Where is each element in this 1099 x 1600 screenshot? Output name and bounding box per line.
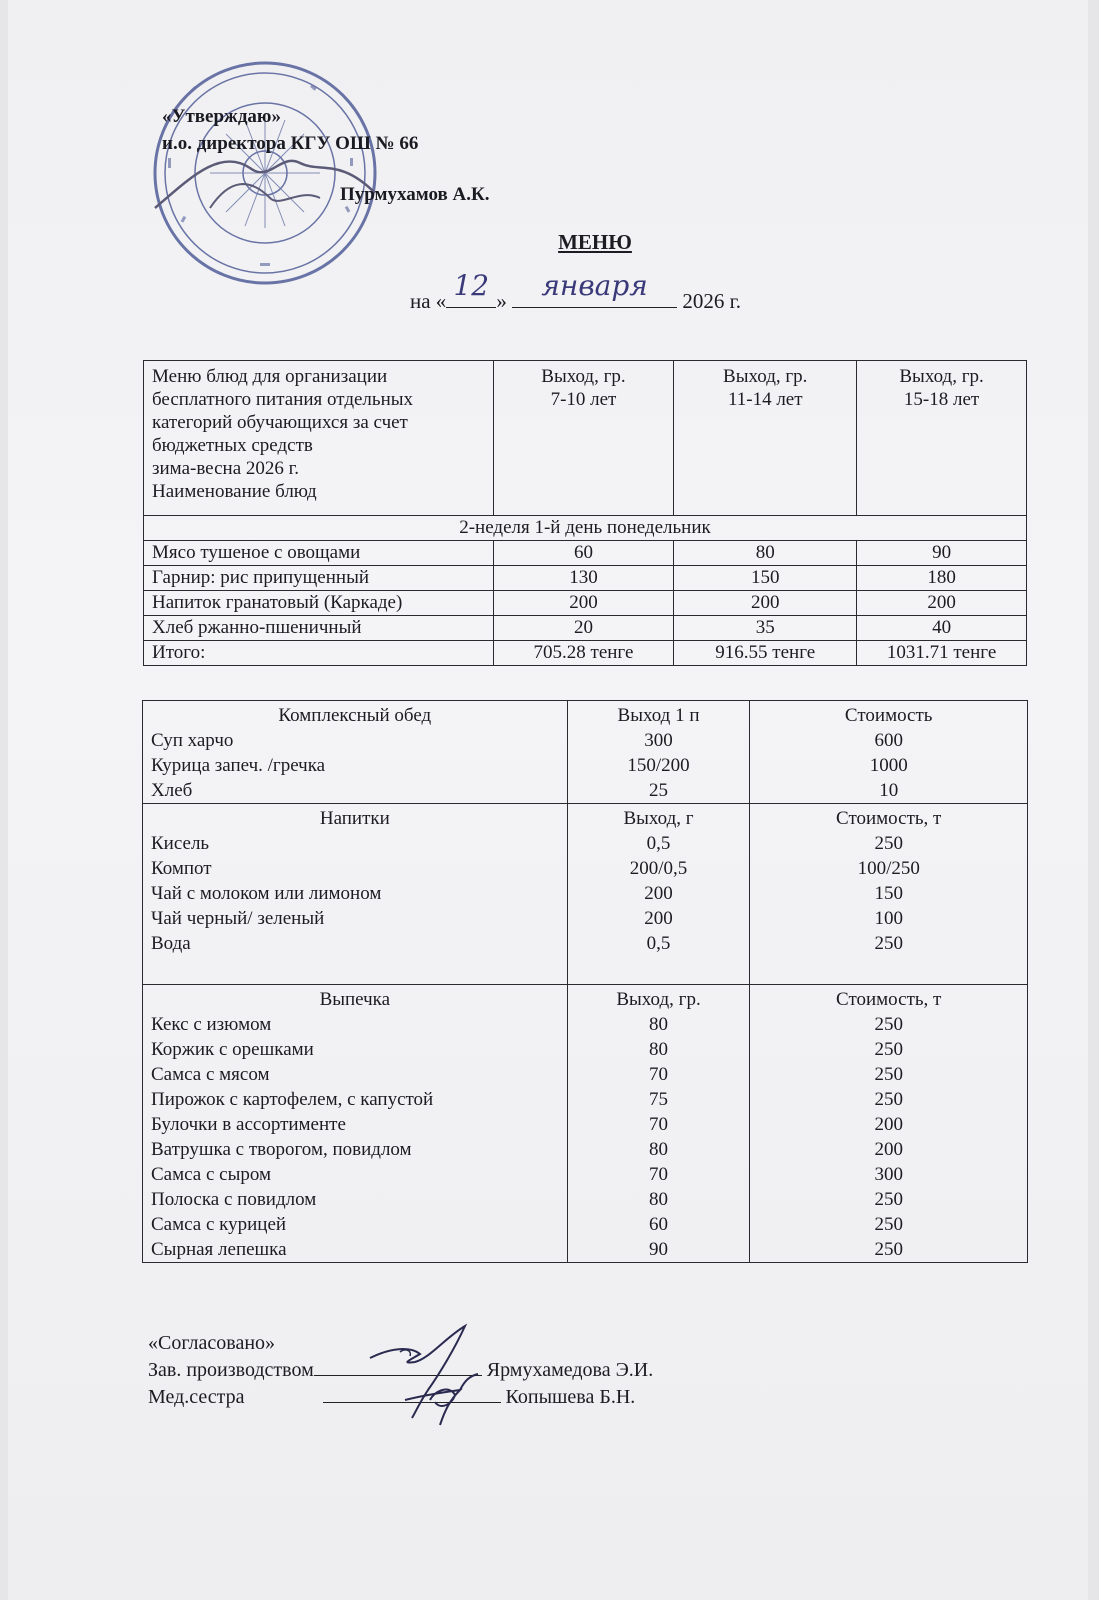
item-name: Самса с сыром (151, 1164, 272, 1185)
item-name: Вода (151, 933, 191, 954)
drinks-names (143, 804, 568, 985)
drinks-title: Напитки (319, 808, 390, 829)
item-name: Кисель (151, 833, 210, 854)
item-yield: 25 (649, 780, 669, 801)
column-header-7-10 (493, 361, 674, 516)
menu-date (410, 269, 742, 314)
yield-11-14: 200 (674, 591, 857, 616)
date-year: 2026 г. (682, 289, 742, 313)
column-header-line: 7-10 лет (550, 389, 617, 410)
item-price: 300 (874, 1164, 903, 1185)
item-price: 250 (874, 1214, 903, 1235)
item-name: Булочки в ассортименте (151, 1114, 346, 1135)
item-name: Самса с мясом (151, 1064, 270, 1085)
item-yield: 0,5 (646, 833, 671, 854)
date-mid: » (496, 289, 507, 313)
item-yield: 200/0,5 (629, 858, 688, 879)
item-yield: 70 (649, 1114, 669, 1135)
lunch-yields (567, 701, 750, 804)
item-price: 250 (874, 1064, 903, 1085)
column-header: Выход, гр. (616, 989, 701, 1010)
total-row (144, 641, 1027, 666)
item-price: 200 (874, 1114, 903, 1135)
item-name: Хлеб (151, 780, 193, 801)
item-price: 250 (874, 1089, 903, 1110)
table-row (144, 541, 1027, 566)
item-name: Чай с молоком или лимоном (151, 883, 382, 904)
description-line: зима-весна 2026 г. (152, 458, 300, 479)
item-name: Самса с курицей (151, 1214, 287, 1235)
item-name: Кекс с изюмом (151, 1014, 272, 1035)
item-name: Чай черный/ зеленый (151, 908, 325, 929)
item-price: 100 (874, 908, 903, 929)
column-header-line: Выход, гр. (899, 366, 984, 387)
item-name: Курица запеч. /гречка (151, 755, 326, 776)
column-header-15-18 (857, 361, 1027, 516)
yield-7-10: 200 (493, 591, 674, 616)
drinks-prices (750, 804, 1028, 985)
yield-7-10: 20 (493, 616, 674, 641)
table-row (144, 616, 1027, 641)
nurse-signature (400, 1370, 490, 1430)
approval-title: «Утверждаю» (162, 106, 281, 127)
column-header: Стоимость (844, 705, 933, 726)
item-price: 250 (874, 933, 903, 954)
bakery-prices (750, 985, 1028, 1263)
yield-11-14: 35 (674, 616, 857, 641)
drinks-section (143, 804, 1028, 985)
lunch-title: Комплексный обед (278, 705, 432, 726)
item-name: Пирожок с картофелем, с капустой (151, 1089, 434, 1110)
bakery-names (143, 985, 568, 1263)
bakery-title: Выпечка (319, 989, 391, 1010)
total-15-18: 1031.71 тенге (857, 641, 1027, 666)
production-name: Ярмухамедова Э.И. (486, 1359, 654, 1381)
nurse-role: Мед.сестра (148, 1386, 245, 1408)
approval-position: и.о. директора КГУ ОШ № 66 (162, 133, 419, 154)
date-day-handwritten: 12 (453, 269, 490, 302)
column-header: Стоимость, т (836, 989, 942, 1010)
item-yield: 75 (649, 1089, 669, 1110)
column-header-line: 11-14 лет (727, 389, 803, 410)
bakery-yields (567, 985, 750, 1263)
total-label: Итого: (144, 641, 494, 666)
column-header-11-14 (674, 361, 857, 516)
lunch-prices (750, 701, 1028, 804)
nurse-name: Копышева Б.Н. (505, 1386, 636, 1408)
lunch-section (143, 701, 1028, 804)
item-price: 1000 (869, 755, 908, 776)
date-day-blank (446, 269, 496, 308)
item-price: 200 (874, 1139, 903, 1160)
total-7-10: 705.28 тенге (493, 641, 674, 666)
item-name: Компот (151, 858, 212, 879)
day-label-row (144, 516, 1027, 541)
item-yield: 90 (649, 1239, 669, 1260)
yield-7-10: 60 (493, 541, 674, 566)
item-yield: 60 (649, 1214, 669, 1235)
production-role: Зав. производством (148, 1359, 314, 1381)
item-yield: 80 (649, 1039, 669, 1060)
lunch-names (143, 701, 568, 804)
free-menu-table (143, 360, 1027, 666)
paid-menu-table (142, 700, 1028, 1263)
dish-name: Напиток гранатовый (Каркаде) (144, 591, 494, 616)
drinks-yields (567, 804, 750, 985)
description-line: бюджетных средств (152, 435, 313, 456)
page-title: МЕНЮ (558, 230, 632, 254)
item-name: Полоска с повидлом (151, 1189, 317, 1210)
item-price: 250 (874, 1014, 903, 1035)
yield-11-14: 80 (674, 541, 857, 566)
day-label: 2-неделя 1-й день понедельник (144, 516, 1027, 541)
approval-block (162, 103, 490, 205)
bakery-section (143, 985, 1028, 1263)
item-yield: 0,5 (646, 933, 671, 954)
column-header: Стоимость, т (836, 808, 942, 829)
item-price: 250 (874, 1189, 903, 1210)
item-yield: 150/200 (627, 755, 690, 776)
yield-15-18: 40 (857, 616, 1027, 641)
item-price: 600 (874, 730, 903, 751)
item-price: 10 (879, 780, 899, 801)
yield-11-14: 150 (674, 566, 857, 591)
column-header-line: Выход, гр. (723, 366, 808, 387)
item-price: 250 (874, 1039, 903, 1060)
yield-15-18: 200 (857, 591, 1027, 616)
free-menu-description (144, 361, 494, 516)
item-name: Ватрушка с творогом, повидлом (151, 1139, 412, 1160)
table-row (144, 566, 1027, 591)
description-line: Меню блюд для организации (152, 366, 388, 387)
item-name: Коржик с орешками (151, 1039, 314, 1060)
date-month-handwritten: января (541, 269, 648, 302)
date-prefix: на « (410, 289, 447, 313)
item-price: 250 (874, 1239, 903, 1260)
item-yield: 300 (644, 730, 673, 751)
item-price: 150 (874, 883, 903, 904)
item-yield: 80 (649, 1014, 669, 1035)
column-header-line: Выход, гр. (541, 366, 626, 387)
item-name: Сырная лепешка (151, 1239, 287, 1260)
free-menu-header (144, 361, 1027, 516)
column-header-line: 15-18 лет (903, 389, 980, 410)
yield-15-18: 180 (857, 566, 1027, 591)
item-yield: 200 (644, 883, 673, 904)
item-yield: 70 (649, 1164, 669, 1185)
description-line: Наименование блюд (152, 481, 317, 502)
yield-15-18: 90 (857, 541, 1027, 566)
item-price: 250 (874, 833, 903, 854)
approval-director-name: Пурмухамов А.К. (340, 184, 490, 205)
dish-name: Хлеб ржанно-пшеничный (144, 616, 494, 641)
description-line: категорий обучающихся за счет (152, 412, 408, 433)
item-yield: 80 (649, 1139, 669, 1160)
item-name: Суп харчо (151, 730, 234, 751)
column-header: Выход 1 п (617, 705, 700, 726)
column-header: Выход, г (623, 808, 694, 829)
item-yield: 200 (644, 908, 673, 929)
dish-name: Гарнир: рис припущенный (144, 566, 494, 591)
yield-7-10: 130 (493, 566, 674, 591)
item-yield: 80 (649, 1189, 669, 1210)
agreed-label: «Согласовано» (148, 1332, 276, 1354)
total-11-14: 916.55 тенге (674, 641, 857, 666)
date-month-blank (512, 269, 677, 308)
description-line: бесплатного питания отдельных (152, 389, 413, 410)
item-price: 100/250 (857, 858, 920, 879)
dish-name: Мясо тушеное с овощами (144, 541, 494, 566)
item-yield: 70 (649, 1064, 669, 1085)
table-row (144, 591, 1027, 616)
